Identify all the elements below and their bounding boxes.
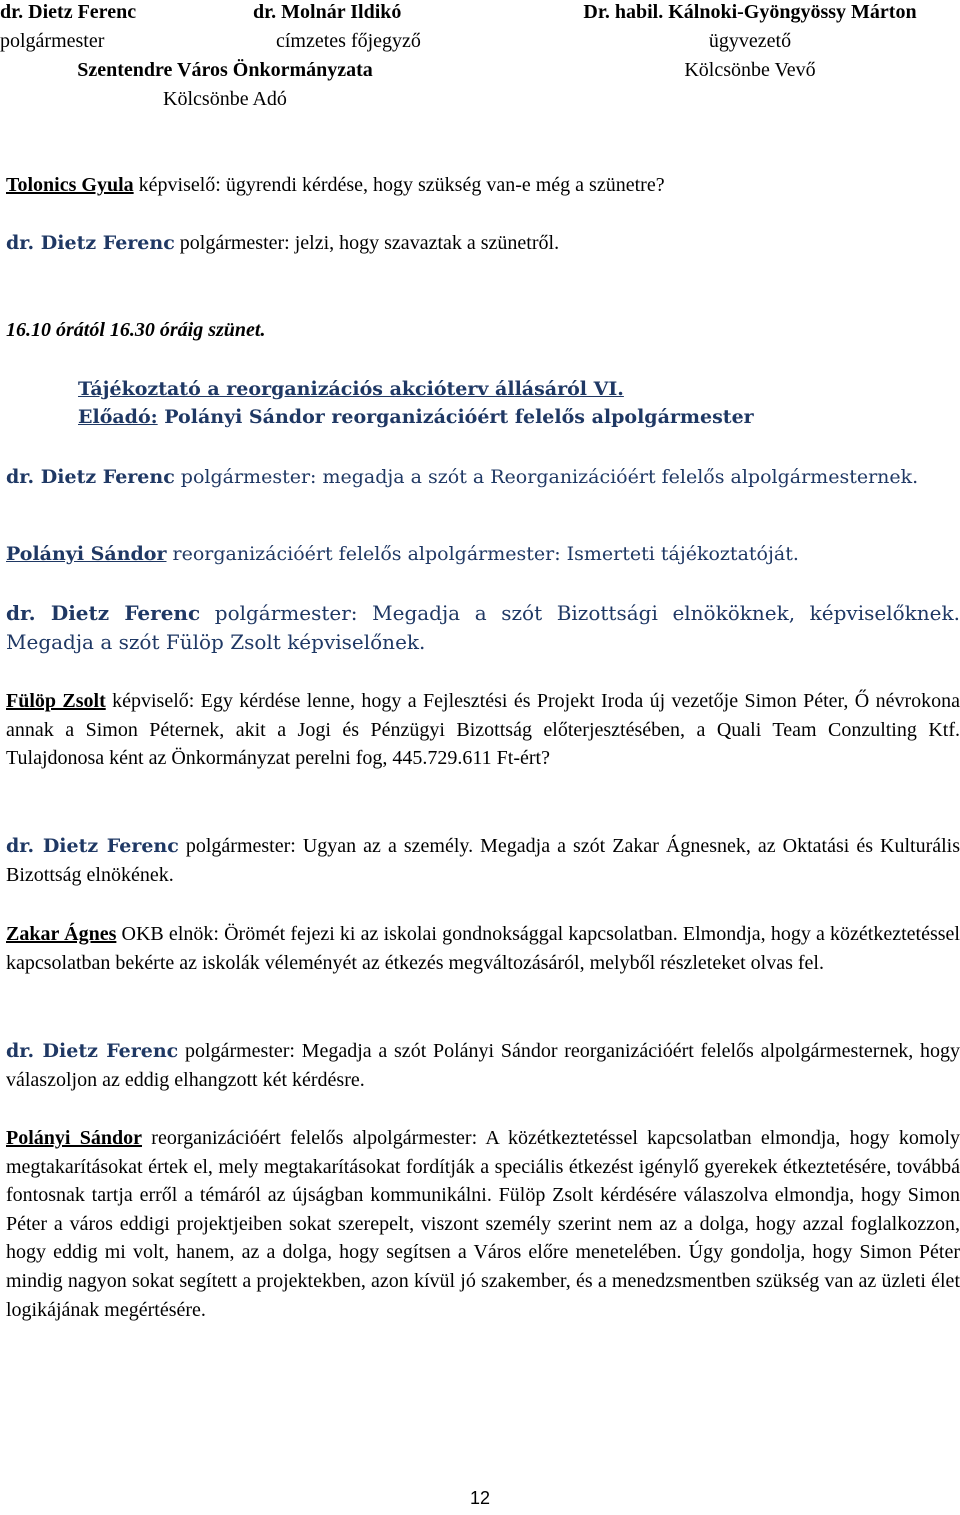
signature-title-kalnoki: ügyvezető	[708, 30, 792, 52]
paragraph-text: polgármester: Megadja a szót Bizottsági elnököknek, képviselőknek.	[200, 601, 960, 625]
paragraph-tolonics	[6, 173, 665, 197]
paragraph-text: polgármester: megadja a szót a Reorganizációért felelős alpolgármesternek.	[174, 466, 919, 488]
agenda-title: Tájékoztató a reorganizációs akcióterv állásáról VI.	[78, 378, 624, 400]
paragraph-text: polgármester: jelzi, hogy szavaztak a szünetről.	[174, 232, 560, 254]
page-number: 12	[469, 1488, 491, 1508]
signature-name-molnar: dr. Molnár Ildikó	[253, 1, 402, 23]
paragraph-text: OKB elnök: Örömét fejezi ki az iskolai gondnoksággal kapcsolatban. Elmondja, hogy a közétkeztetéssel kapcsolatban bekérte az iskolák véleményét az étkezés megváltozásáról, melyből részleteket olvas fel.	[6, 923, 960, 974]
signature-title-dietz: polgármester	[0, 30, 105, 52]
speaker-prefix: dr.	[6, 232, 41, 254]
paragraph-polanyi-2	[6, 1124, 960, 1324]
speaker-prefix: dr.	[6, 601, 51, 625]
speaker-prefix: dr.	[6, 1040, 43, 1062]
speaker-zakar: Zakar Ágnes	[6, 923, 117, 945]
paragraph-zakar	[6, 920, 960, 977]
break-note: 16.10 órától 16.30 óráig szünet.	[6, 319, 266, 341]
speaker-prefix: dr.	[6, 466, 41, 488]
paragraph-text: reorganizációért felelős alpolgármester: Ismerteti tájékoztatóját.	[166, 543, 799, 565]
speaker-prefix: dr.	[6, 835, 43, 857]
paragraph-polanyi-1	[6, 542, 799, 566]
paragraph-text: képviselő: Egy kérdése lenne, hogy a Fejlesztési és Projekt Iroda új vezetője Simon Péter, Ő névrokona annak a Simon Péternek, akit a Jogi és Pénzügyi Bizottság előterjesztésében, a Quali Team Conzulting Ktf. Tulajdonosa ként az Önkormányzat perelni fog, 445.729.611 Ft-ért?	[6, 690, 960, 770]
paragraph-dietz-1	[6, 231, 559, 255]
signature-org: Szentendre Város Önkormányzata	[77, 59, 373, 81]
speaker-polanyi: Polányi Sándor	[6, 1127, 142, 1149]
paragraph-text: képviselő: ügyrendi kérdése, hogy szükség van-e még a szünetre?	[133, 174, 665, 196]
speaker-dietz: Dietz Ferenc	[42, 835, 179, 857]
paragraph-fulop	[6, 687, 960, 773]
presenter-label: Előadó:	[78, 406, 158, 428]
speaker-dietz: Dietz Ferenc	[50, 601, 201, 625]
speaker-dietz: Dietz Ferenc	[40, 466, 175, 488]
signature-name-kalnoki: Dr. habil. Kálnoki-Gyöngyössy Márton	[583, 1, 917, 23]
paragraph-dietz-4	[6, 832, 960, 889]
paragraph-line	[6, 599, 960, 628]
speaker-dietz: Dietz Ferenc	[40, 232, 175, 254]
paragraph-dietz-5	[6, 1037, 960, 1094]
speaker-polanyi: Polányi Sándor	[6, 543, 167, 565]
presenter-name: Polányi Sándor reorganizációért felelős alpolgármester	[157, 406, 754, 428]
signature-name-dietz: dr. Dietz Ferenc	[0, 1, 137, 23]
paragraph-text: reorganizációért felelős alpolgármester: A közétkeztetéssel kapcsolatban elmondja, hogy komoly megtakarításokat értek el, mely megtakarításokat fordítják a speciális étkezést igénylő gyerekek étkeztetésére, továbbá fontosnak tartja erről a témáról az újságban kommunikálni. Fülöp Zsolt kérdésére válaszolva elmondja, hogy Simon Péter a város eddigi projektjeiben sokat szerepelt, viszont személy szerint nem az a dolga, hogy azzal foglalkozzon, hogy eddig mi volt, hanem, az a dolga, hogy segítsen a Város előre menetelében. Úgy gondolja, hogy Simon Péter mindig nagyon sokat segített a projektekben, azon kívül jó szakember, és a menedzsmentben szükség van az üzleti élet logikájának megértésére.	[6, 1127, 960, 1321]
signature-role-kalnoki: Kölcsönbe Vevő	[684, 59, 816, 81]
paragraph-text: polgármester: Ugyan az a személy. Megadja a szót Zakar Ágnesnek, az Oktatási és Kulturális Bizottság elnökének.	[6, 835, 960, 886]
agenda-presenter	[78, 405, 754, 429]
paragraph-line: Megadja a szót Fülöp Zsolt képviselőnek.	[6, 629, 426, 654]
signature-role-lender: Kölcsönbe Adó	[163, 88, 287, 110]
paragraph-text: polgármester: Megadja a szót Polányi Sándor reorganizációért felelős alpolgármesternek, hogy válaszoljon az eddig elhangzott két kérdésre.	[6, 1040, 960, 1091]
speaker-fulop: Fülöp Zsolt	[6, 690, 106, 712]
paragraph-dietz-3	[6, 599, 960, 656]
paragraph-dietz-2	[6, 465, 918, 489]
speaker-dietz: Dietz Ferenc	[42, 1040, 179, 1062]
speaker-tolonics: Tolonics Gyula	[6, 174, 134, 196]
signature-title-molnar: címzetes főjegyző	[276, 30, 421, 52]
